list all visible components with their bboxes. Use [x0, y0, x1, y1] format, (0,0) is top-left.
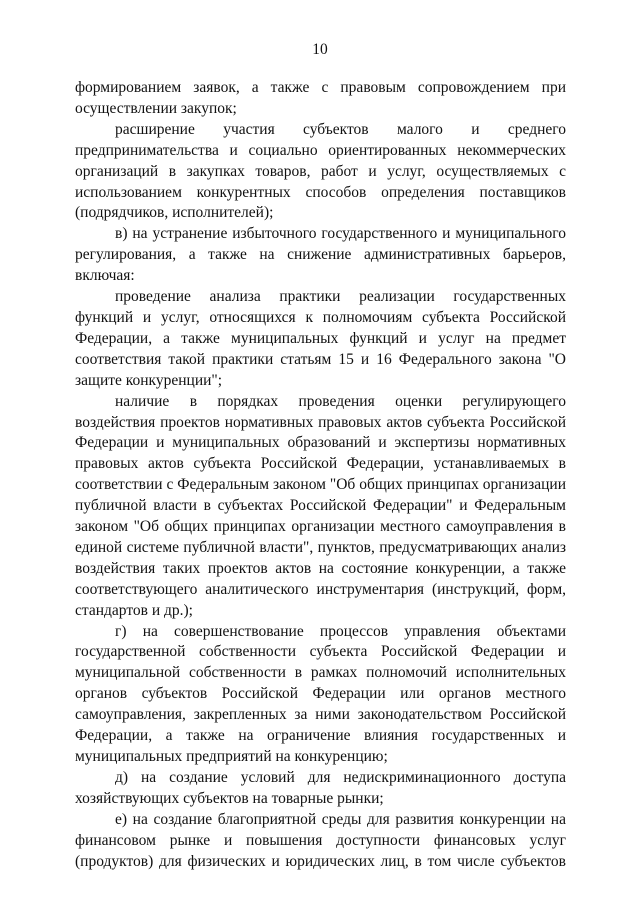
paragraph-item-d: д) на создание условий для недискриминационного доступа хозяйствующих субъектов на товарные рынки;	[75, 768, 566, 807]
paragraph-continuation: формированием заявок, а также с правовым сопровождением при осуществлении закупок;	[75, 79, 566, 117]
paragraph-smb-participation: расширение участия субъектов малого и среднего предпринимательства и социально ориентированных некоммерческих организаций в закупках товаров, работ и услуг, осуществляемых с использованием конкурентных способов определения поставщиков (подрядчиков, исполнителей);	[75, 120, 566, 222]
paragraph-item-v: в) на устранение избыточного государственного и муниципального регулирования, а также на снижение административных барьеров, включая:	[75, 225, 566, 285]
paragraph-analysis-practice: проведение анализа практики реализации государственных функций и услуг, относящихся к полномочиям субъекта Российской Федерации, а также муниципальных функций и услуг на предмет соответствия такой практики статьям 15 и 16 Федерального закона "О защите конкуренции";	[75, 288, 566, 389]
paragraph-item-e: е) на создание благоприятной среды для развития конкуренции на финансовом рынке и повышения доступности финансовых услуг (продуктов) для физических и юридических лиц, в том числе субъектов	[75, 810, 566, 870]
paragraph-item-g: г) на совершенствование процессов управления объектами государственной собственности субъекта Российской Федерации и муниципальной собственности в рамках полномочий исполнительных органов субъектов Российской Федерации или органов местного самоуправления, закрепленных за ними законодательством Российской Федерации, а также на ограничение влияния государственных и муниципальных предприятий на конкуренцию;	[75, 622, 566, 765]
document-body	[75, 78, 566, 872]
paragraph-regulatory-impact: наличие в порядках проведения оценки регулирующего воздействия проектов нормативных правовых актов субъекта Российской Федерации и муниципальных образований и экспертизы нормативных правовых актов субъекта Российской Федерации, устанавливаемых в соответствии с Федеральным законом "Об общих принципах организации публичной власти в субъектах Российской Федерации" и Федеральным законом "Об общих принципах организации местного самоуправления в единой системе публичной власти", пунктов, предусматривающих анализ воздействия таких проектов актов на состояние конкуренции, а также соответствующего аналитического инструментария (инструкций, форм, стандартов и др.);	[75, 392, 566, 619]
page-number: 10	[312, 41, 328, 58]
